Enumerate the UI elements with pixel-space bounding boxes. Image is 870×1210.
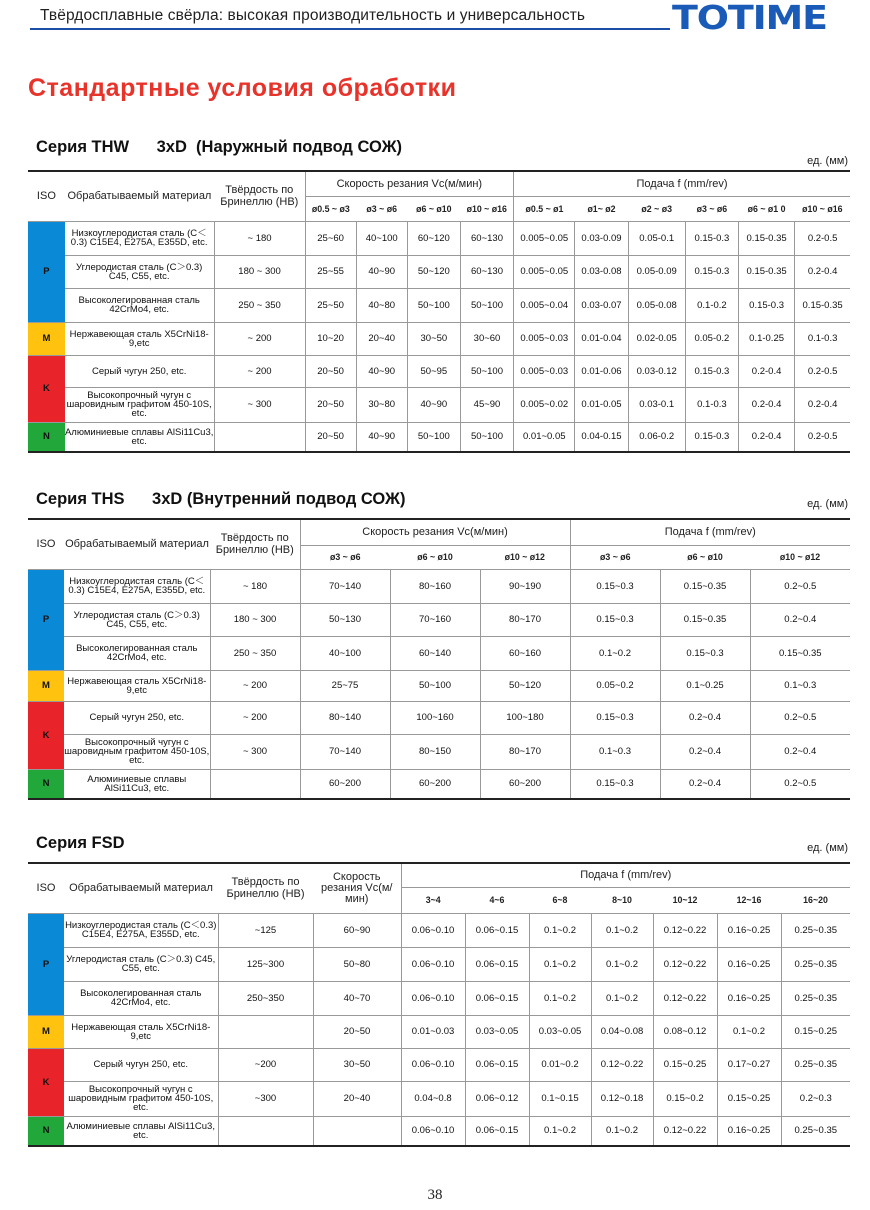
feed-cell: 0.2~0.5 [750,569,850,603]
feed-cell: 0.2~0.4 [750,734,850,769]
feed-cell: 0.2~0.5 [750,769,850,799]
table-row [28,1081,850,1116]
speed-cell: 100~160 [390,701,480,734]
feed-cell: 0.15-0.35 [738,255,794,288]
speed-cell: 50~120 [407,255,460,288]
feed-cell: 0.06~0.12 [465,1081,529,1116]
iso-group-n: N [28,1116,64,1146]
material-cell: Высоколегированная сталь 42CrMo4, etc. [64,636,210,670]
speed-cell: 20~40 [356,322,407,355]
feed-cell: 0.15~0.25 [781,1015,850,1048]
material-cell: Высоколегированная сталь 42CrMo4, etc. [64,981,218,1015]
speed-cell: 20~50 [305,422,356,452]
speed-column-header: ø10 ~ ø12 [480,545,570,569]
speed-cell: 50~120 [480,670,570,701]
speed-cell: 50~100 [390,670,480,701]
table-row [28,422,850,452]
feed-cell: 0.05-0.08 [628,288,685,322]
feed-cell: 0.06~0.15 [465,1116,529,1146]
feed-cell: 0.005~0.05 [514,221,575,255]
feed-cell: 0.2-0.4 [738,355,794,387]
iso-group-n: N [28,769,64,799]
material-cell: Серый чугун 250, etc. [64,701,210,734]
feed-column-header: 3~4 [401,887,465,913]
speed-column-header: ø6 ~ ø10 [407,196,460,221]
iso-group-p: P [28,913,64,1015]
feed-cell: 0.2~0.4 [750,603,850,636]
speed-cell: 40~80 [356,288,407,322]
speed-cell: 20~50 [313,1015,401,1048]
material-cell: Алюминиевые сплавы AlSi11Cu3, etc. [65,422,214,452]
hardness-cell: ~ 200 [210,701,300,734]
table-row [28,701,850,734]
feed-cell: 0.25~0.35 [781,1048,850,1081]
feed-cell: 0.16~0.25 [717,981,781,1015]
speed-cell: 60~160 [480,636,570,670]
feed-header: Подача f (mm/rev) [514,171,850,196]
material-cell: Углеродистая сталь (C＞0.3) C45, C55, etc. [64,603,210,636]
feed-cell: 0.25~0.35 [781,1116,850,1146]
feed-cell: 0.16~0.25 [717,913,781,947]
feed-cell: 0.15-0.3 [685,221,738,255]
table-row [28,1015,850,1048]
speed-cell: 60~200 [390,769,480,799]
speed-cell: 80~150 [390,734,480,769]
feed-cell: 0.03-0.09 [575,221,628,255]
fsd-unit: ед. (мм) [807,842,848,854]
material-cell: Высоколегированная сталь 42CrMo4, etc. [65,288,214,322]
speed-cell: 60~140 [390,636,480,670]
speed-cell: 50~130 [300,603,390,636]
feed-cell: 0.1~0.2 [717,1015,781,1048]
speed-cell: 50~95 [407,355,460,387]
feed-cell: 0.15~0.3 [570,769,660,799]
ths-table [28,518,850,800]
material-cell: Серый чугун 250, etc. [64,1048,218,1081]
speed-cell: 20~50 [305,387,356,422]
feed-cell: 0.2-0.4 [795,255,850,288]
speed-cell: 45~90 [460,387,513,422]
feed-cell: 0.12~0.22 [653,981,717,1015]
fsd-series-title: Серия FSD [36,834,125,852]
feed-cell: 0.06~0.10 [401,913,465,947]
feed-cell: 0.15~0.35 [750,636,850,670]
feed-column-header: ø3 ~ ø6 [685,196,738,221]
feed-cell: 0.16~0.25 [717,1116,781,1146]
feed-column-header: ø6 ~ ø10 [660,545,750,569]
speed-cell: 60~90 [313,913,401,947]
hardness-cell: ~ 180 [214,221,305,255]
iso-group-m: M [28,670,64,701]
speed-cell: 50~80 [313,947,401,981]
feed-cell: 0.25~0.35 [781,913,850,947]
hardness-header: Твёрдость по Бринеллю (HB) [214,171,305,221]
feed-header: Подача f (mm/rev) [570,519,850,545]
feed-cell: 0.2~0.4 [660,734,750,769]
feed-cell: 0.06~0.15 [465,947,529,981]
feed-cell: 0.01-0.05 [575,387,628,422]
feed-cell: 0.12~0.22 [653,913,717,947]
feed-cell: 0.04~0.8 [401,1081,465,1116]
speed-cell: 30~50 [407,322,460,355]
page-title: Стандартные условия обработки [28,74,457,102]
table-row [28,734,850,769]
hardness-cell: ~200 [218,1048,313,1081]
feed-column-header: 4~6 [465,887,529,913]
feed-cell: 0.03-0.12 [628,355,685,387]
feed-cell: 0.1-0.2 [685,288,738,322]
hardness-cell [218,1116,313,1146]
speed-cell: 25~50 [305,288,356,322]
speed-cell: 80~160 [390,569,480,603]
speed-cell: 40~90 [356,422,407,452]
feed-cell: 0.1~0.2 [591,1116,653,1146]
feed-column-header: ø6 ~ ø1 0 [738,196,794,221]
ths-series-title: Серия THS 3xD (Внутренний подвод СОЖ) [36,490,406,508]
feed-cell: 0.1~0.2 [591,913,653,947]
feed-column-header: ø10 ~ ø16 [795,196,850,221]
feed-cell: 0.06~0.10 [401,981,465,1015]
hardness-cell: ~ 200 [210,670,300,701]
feed-cell: 0.03~0.05 [529,1015,591,1048]
feed-column-header: 12~16 [717,887,781,913]
hardness-cell: ~ 300 [214,387,305,422]
feed-cell: 0.01-0.04 [575,322,628,355]
feed-cell: 0.25~0.35 [781,981,850,1015]
hardness-cell: 180 ~ 300 [214,255,305,288]
speed-cell: 80~170 [480,603,570,636]
iso-header: ISO [28,519,64,569]
feed-cell: 0.12~0.22 [591,1048,653,1081]
material-cell: Серый чугун 250, etc. [65,355,214,387]
page-number: 38 [427,1187,443,1203]
table-row [28,947,850,981]
feed-cell: 0.005~0.03 [514,355,575,387]
speed-cell: 25~60 [305,221,356,255]
feed-cell: 0.2~0.4 [660,769,750,799]
hardness-cell [218,1015,313,1048]
feed-cell: 0.1~0.25 [660,670,750,701]
table-row [28,636,850,670]
feed-cell: 0.15-0.35 [795,288,850,322]
thw-unit: ед. (мм) [807,155,848,167]
speed-cell: 40~90 [356,355,407,387]
feed-cell: 0.15~0.3 [570,701,660,734]
feed-cell: 0.15~0.35 [660,603,750,636]
feed-cell: 0.01~0.2 [529,1048,591,1081]
iso-group-k: K [28,355,65,422]
feed-cell: 0.2~0.5 [750,701,850,734]
speed-column-header: ø3 ~ ø6 [356,196,407,221]
feed-cell: 0.1~0.2 [591,981,653,1015]
hardness-cell: ~ 300 [210,734,300,769]
feed-cell: 0.2-0.4 [795,387,850,422]
feed-cell: 0.06~0.15 [465,981,529,1015]
feed-cell: 0.1~0.2 [570,636,660,670]
feed-column-header: ø0.5 ~ ø1 [514,196,575,221]
feed-cell: 0.1~0.3 [750,670,850,701]
feed-cell: 0.04~0.08 [591,1015,653,1048]
feed-column-header: 8~10 [591,887,653,913]
feed-cell: 0.15~0.3 [660,636,750,670]
speed-column-header: ø0.5 ~ ø3 [305,196,356,221]
table-row [28,913,850,947]
hardness-cell: ~300 [218,1081,313,1116]
material-cell: Углеродистая сталь (C＞0.3) C45, C55, etc. [65,255,214,288]
speed-cell: 60~200 [480,769,570,799]
table-row [28,981,850,1015]
material-header: Обрабатываемый материал [65,171,214,221]
feed-cell: 0.2-0.5 [795,355,850,387]
hardness-cell: 125~300 [218,947,313,981]
speed-cell: 90~190 [480,569,570,603]
table-row [28,769,850,799]
material-header: Обрабатываемый материал [64,519,210,569]
table-row [28,221,850,255]
iso-group-p: P [28,569,64,670]
feed-cell: 0.16~0.25 [717,947,781,981]
feed-cell: 0.1~0.2 [591,947,653,981]
material-cell: Высокопрочный чугун с шаровидным графитом 450-10S, etc. [65,387,214,422]
feed-column-header: ø1~ ø2 [575,196,628,221]
table-row [28,387,850,422]
iso-group-m: M [28,1015,64,1048]
speed-cell: 20~50 [305,355,356,387]
hardness-header: Твёрдость по Бринеллю (HB) [210,519,300,569]
thw-table [28,170,850,453]
material-header: Обрабатываемый материал [64,863,218,913]
speed-cell: 60~120 [407,221,460,255]
table-row [28,355,850,387]
speed-cell: 80~140 [300,701,390,734]
speed-cell: 25~75 [300,670,390,701]
feed-cell: 0.06~0.10 [401,947,465,981]
hardness-header: Твёрдость по Бринеллю (HB) [218,863,313,913]
hardness-cell: 180 ~ 300 [210,603,300,636]
table-row [28,1116,850,1146]
feed-cell: 0.15-0.3 [685,255,738,288]
speed-header: Скорость резания Vc(м/мин) [305,171,514,196]
feed-cell: 0.06~0.10 [401,1116,465,1146]
feed-cell: 0.005~0.04 [514,288,575,322]
feed-cell: 0.03-0.1 [628,387,685,422]
material-cell: Нержавеющая сталь X5CrNi18-9,etc [64,1015,218,1048]
feed-cell: 0.06~0.15 [465,913,529,947]
feed-cell: 0.06-0.2 [628,422,685,452]
table-row [28,322,850,355]
feed-cell: 0.2-0.4 [738,422,794,452]
iso-group-k: K [28,701,64,769]
feed-cell: 0.1~0.2 [529,913,591,947]
material-cell: Высокопрочный чугун с шаровидным графитом 450-10S, etc. [64,734,210,769]
header-rule [30,28,670,30]
speed-cell: 40~70 [313,981,401,1015]
feed-cell: 0.03-0.08 [575,255,628,288]
feed-cell: 0.03-0.07 [575,288,628,322]
feed-cell: 0.005~0.05 [514,255,575,288]
feed-cell: 0.05-0.1 [628,221,685,255]
speed-cell: 25~55 [305,255,356,288]
header-title: Твёрдосплавные свёрла: высокая производительность и универсальность [40,7,586,24]
feed-cell: 0.005~0.02 [514,387,575,422]
feed-cell: 0.12~0.22 [653,947,717,981]
hardness-cell: 250 ~ 350 [210,636,300,670]
speed-cell: 30~50 [313,1048,401,1081]
feed-cell: 0.15-0.3 [685,422,738,452]
feed-cell: 0.2~0.3 [781,1081,850,1116]
feed-cell: 0.15~0.3 [570,603,660,636]
table-row [28,288,850,322]
feed-column-header: 10~12 [653,887,717,913]
table-row [28,670,850,701]
speed-header: Скорость резания Vc(м/мин) [300,519,570,545]
speed-cell: 40~90 [356,255,407,288]
speed-cell: 30~80 [356,387,407,422]
iso-group-m: M [28,322,65,355]
feed-cell: 0.25~0.35 [781,947,850,981]
material-cell: Нержавеющая сталь X5CrNi18-9,etc [65,322,214,355]
speed-column-header: ø10 ~ ø16 [460,196,513,221]
material-cell: Алюминиевые сплавы AlSi11Cu3, etc. [64,1116,218,1146]
feed-cell: 0.12~0.22 [653,1116,717,1146]
feed-cell: 0.05~0.2 [570,670,660,701]
feed-cell: 0.05-0.2 [685,322,738,355]
fsd-table [28,862,850,1147]
feed-cell: 0.15~0.35 [660,569,750,603]
speed-cell: 40~100 [356,221,407,255]
feed-cell: 0.12~0.18 [591,1081,653,1116]
feed-cell: 0.2-0.5 [795,422,850,452]
speed-cell: 30~60 [460,322,513,355]
feed-cell: 0.15-0.3 [738,288,794,322]
speed-cell: 50~100 [407,422,460,452]
feed-column-header: 16~20 [781,887,850,913]
feed-cell: 0.03~0.05 [465,1015,529,1048]
feed-cell: 0.1~0.3 [570,734,660,769]
speed-cell: 100~180 [480,701,570,734]
iso-group-k: K [28,1048,64,1116]
hardness-cell: ~ 200 [214,322,305,355]
feed-cell: 0.06~0.10 [401,1048,465,1081]
table-row [28,1048,850,1081]
iso-group-p: P [28,221,65,322]
speed-column-header: ø3 ~ ø6 [300,545,390,569]
feed-cell: 0.06~0.15 [465,1048,529,1081]
hardness-cell: 250~350 [218,981,313,1015]
speed-header: Скорость резания Vc(м/мин) [313,863,401,913]
feed-column-header: ø3 ~ ø6 [570,545,660,569]
feed-cell: 0.08~0.12 [653,1015,717,1048]
feed-cell: 0.1-0.25 [738,322,794,355]
material-cell: Нержавеющая сталь X5CrNi18-9,etc [64,670,210,701]
speed-cell: 50~100 [460,288,513,322]
feed-cell: 0.1-0.3 [795,322,850,355]
feed-cell: 0.15-0.35 [738,221,794,255]
feed-cell: 0.04-0.15 [575,422,628,452]
speed-cell: 60~200 [300,769,390,799]
speed-cell: 80~170 [480,734,570,769]
feed-cell: 0.15-0.3 [685,355,738,387]
speed-cell: 20~40 [313,1081,401,1116]
hardness-cell [214,422,305,452]
hardness-cell: ~ 180 [210,569,300,603]
feed-header: Подача f (mm/rev) [401,863,850,887]
feed-cell: 0.1-0.3 [685,387,738,422]
iso-header: ISO [28,171,65,221]
feed-column-header: ø10 ~ ø12 [750,545,850,569]
material-cell: Низкоуглеродистая сталь (C＜0.3) C15E4, E275A, E355D, etc. [64,569,210,603]
thw-series-title: Серия THW 3xD (Наружный подвод СОЖ) [36,138,403,156]
feed-cell: 0.1~0.2 [529,1116,591,1146]
table-row [28,569,850,603]
feed-cell: 0.17~0.27 [717,1048,781,1081]
feed-cell: 0.1~0.15 [529,1081,591,1116]
speed-cell: 50~100 [460,422,513,452]
feed-cell: 0.15~0.3 [570,569,660,603]
speed-cell: 60~130 [460,221,513,255]
material-cell: Низкоуглеродистая сталь (C＜0.3) C15E4, E275A, E355D, etc. [64,913,218,947]
hardness-cell [210,769,300,799]
page-header [0,0,870,40]
speed-cell: 50~100 [407,288,460,322]
feed-column-header: 6~8 [529,887,591,913]
speed-cell: 70~140 [300,734,390,769]
feed-cell: 0.01~0.03 [401,1015,465,1048]
speed-cell: 60~130 [460,255,513,288]
iso-header: ISO [28,863,64,913]
material-cell: Низкоуглеродистая сталь (C＜0.3) C15E4, E275A, E355D, etc. [65,221,214,255]
hardness-cell: 250 ~ 350 [214,288,305,322]
feed-cell: 0.1~0.2 [529,981,591,1015]
material-cell: Углеродистая сталь (C＞0.3) C45, C55, etc. [64,947,218,981]
feed-cell: 0.02-0.05 [628,322,685,355]
feed-cell: 0.005~0.03 [514,322,575,355]
material-cell: Высокопрочный чугун с шаровидным графитом 450-10S, etc. [64,1081,218,1116]
feed-cell: 0.1~0.2 [529,947,591,981]
speed-cell [313,1116,401,1146]
material-cell: Алюминиевые сплавы AlSi11Cu3, etc. [64,769,210,799]
speed-cell: 10~20 [305,322,356,355]
speed-cell: 40~90 [407,387,460,422]
brand-logo: TOTIME [672,0,827,37]
feed-cell: 0.15~0.25 [717,1081,781,1116]
feed-cell: 0.01~0.05 [514,422,575,452]
speed-column-header: ø6 ~ ø10 [390,545,480,569]
feed-cell: 0.2-0.4 [738,387,794,422]
speed-cell: 70~140 [300,569,390,603]
feed-cell: 0.01-0.06 [575,355,628,387]
feed-cell: 0.15~0.2 [653,1081,717,1116]
feed-cell: 0.05-0.09 [628,255,685,288]
table-row [28,603,850,636]
ths-unit: ед. (мм) [807,498,848,510]
table-row [28,255,850,288]
feed-column-header: ø2 ~ ø3 [628,196,685,221]
iso-group-n: N [28,422,65,452]
speed-cell: 40~100 [300,636,390,670]
hardness-cell: ~125 [218,913,313,947]
speed-cell: 50~100 [460,355,513,387]
hardness-cell: ~ 200 [214,355,305,387]
speed-cell: 70~160 [390,603,480,636]
feed-cell: 0.15~0.25 [653,1048,717,1081]
feed-cell: 0.2~0.4 [660,701,750,734]
feed-cell: 0.2-0.5 [795,221,850,255]
